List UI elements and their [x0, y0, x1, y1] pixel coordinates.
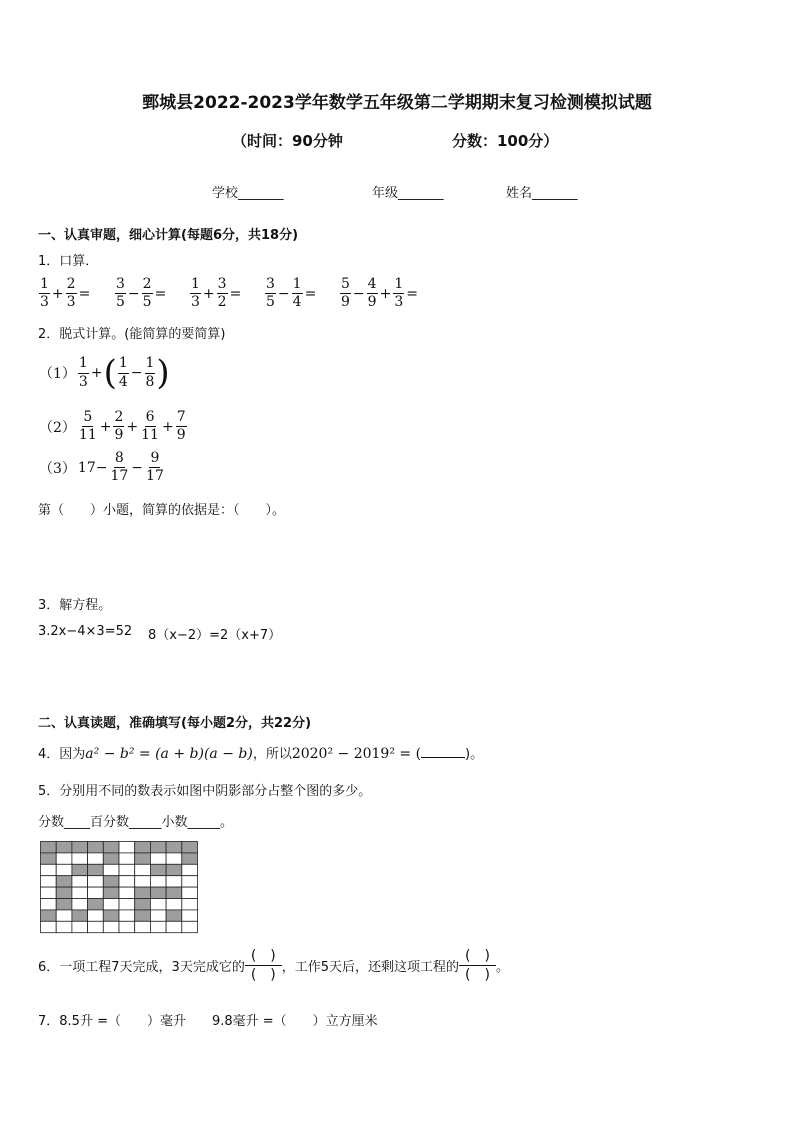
- grid-cell: [119, 853, 135, 864]
- q1-item-5: $\frac{5}{9}$ − $\frac{4}{9}$ + $\frac{1}{3}$ =: [341, 276, 418, 311]
- grid-cell: [103, 899, 119, 910]
- shaded-cell: [135, 842, 151, 853]
- shaded-cell: [88, 842, 104, 853]
- shaded-cell: [135, 910, 151, 921]
- shaded-cell: [135, 853, 151, 864]
- grid-cell: [103, 864, 119, 875]
- shaded-cell: [103, 853, 119, 864]
- grid-cell: [41, 899, 57, 910]
- shaded-cell: [72, 842, 88, 853]
- q5-fill: 分数____百分数_____小数_____。: [38, 815, 234, 830]
- grid-cell: [135, 864, 151, 875]
- shaded-cell: [182, 842, 198, 853]
- grid-cell: [150, 899, 166, 910]
- grid-cell: [166, 876, 182, 887]
- q2-label: 2．脱式计算。(能简算的要简算): [38, 327, 226, 342]
- grid-cell: [119, 842, 135, 853]
- shaded-cell: [166, 864, 182, 875]
- shaded-cell: [135, 899, 151, 910]
- shaded-cell: [103, 876, 119, 887]
- grid-cell: [72, 853, 88, 864]
- shaded-cell: [103, 887, 119, 898]
- q2-problem-1: （1） $\frac{1}{3}$ +( $\frac{1}{4}$ − $\frac{1}{8}$ ): [39, 353, 170, 393]
- q5-label: 5．分别用不同的数表示如图中阴影部分占整个图的多少。: [38, 784, 372, 799]
- q7: 7．8.5升 =（ ）毫升 9.8毫升 =（ ）立方厘米: [38, 1014, 378, 1029]
- shaded-cell: [41, 910, 57, 921]
- grid-cell: [88, 887, 104, 898]
- q3-label: 3．解方程。: [38, 598, 112, 613]
- q6: 6．一项工程7天完成，3天完成它的 ( ) ( ) ，工作5天后，还剩这项工程的 ( ) ( ) 。: [38, 948, 509, 984]
- grid-cell: [150, 853, 166, 864]
- section2-heading: 二、认真读题，准确填写(每小题2分，共22分): [38, 716, 312, 731]
- grid-cell: [150, 876, 166, 887]
- grid-cell: [72, 876, 88, 887]
- grid-cell: [56, 921, 72, 932]
- shaded-cell: [150, 887, 166, 898]
- grid-cell: [182, 899, 198, 910]
- school-field: 学校_______: [212, 186, 284, 201]
- shaded-cell: [166, 910, 182, 921]
- grid-cell: [182, 921, 198, 932]
- grid-cell: [72, 899, 88, 910]
- shaded-cell: [41, 853, 57, 864]
- grid-cell: [56, 864, 72, 875]
- exam-score: 分数：100分）: [452, 132, 559, 150]
- q1-item-4: $\frac{3}{5}$ − $\frac{1}{4}$ =: [266, 276, 317, 311]
- shaded-grid-figure: [40, 841, 200, 935]
- grid-cell: [119, 864, 135, 875]
- grid-cell: [150, 921, 166, 932]
- grid-cell: [150, 910, 166, 921]
- grid-cell: [119, 887, 135, 898]
- grid-cell: [182, 876, 198, 887]
- grid-cell: [41, 921, 57, 932]
- shaded-cell: [150, 842, 166, 853]
- grid-cell: [166, 899, 182, 910]
- grid-cell: [119, 899, 135, 910]
- shaded-cell: [182, 853, 198, 864]
- grid-cell: [88, 853, 104, 864]
- grid-cell: [72, 887, 88, 898]
- grid-cell: [182, 910, 198, 921]
- grade-field: 年级_______: [372, 186, 444, 201]
- shaded-cell: [88, 864, 104, 875]
- shaded-cell: [88, 899, 104, 910]
- q2-problem-2: （2） $\frac{5}{11}$ + $\frac{2}{9}$ + $\frac{6}{11}$ + $\frac{7}{9}$: [39, 409, 186, 444]
- grid-cell: [119, 921, 135, 932]
- shaded-cell: [103, 910, 119, 921]
- q3-equation-2: 8（x−2）=2（x+7）: [148, 628, 282, 643]
- q6-blank-fraction-1[interactable]: ( ) ( ): [245, 948, 282, 983]
- grid-cell: [41, 864, 57, 875]
- name-field: 姓名_______: [506, 186, 578, 201]
- q1-item-2: $\frac{3}{5}$ − $\frac{2}{5}$ =: [116, 276, 167, 311]
- grid-cell: [56, 910, 72, 921]
- shaded-cell: [56, 876, 72, 887]
- shaded-cell: [135, 887, 151, 898]
- shaded-cell: [72, 864, 88, 875]
- grid-cell: [88, 876, 104, 887]
- grid-cell: [88, 921, 104, 932]
- grid-cell: [41, 876, 57, 887]
- shaded-cell: [56, 887, 72, 898]
- section1-heading: 一、认真审题，细心计算(每题6分，共18分): [38, 228, 299, 243]
- q3-equation-1: 3.2x−4×3=52: [38, 624, 133, 639]
- grid-cell: [182, 887, 198, 898]
- grid-cell: [119, 910, 135, 921]
- grid-cell: [166, 853, 182, 864]
- page-title: 鄄城县2022-2023学年数学五年级第二学期期末复习检测模拟试题: [142, 93, 652, 113]
- q6-blank-fraction-2[interactable]: ( ) ( ): [459, 948, 496, 983]
- grid-cell: [56, 853, 72, 864]
- exam-time: （时间：90分钟: [232, 132, 343, 150]
- q1-label: 1．口算．: [38, 254, 99, 269]
- grid-cell: [41, 887, 57, 898]
- shaded-cell: [56, 842, 72, 853]
- shaded-cell: [166, 842, 182, 853]
- grid-cell: [166, 921, 182, 932]
- grid-cell: [135, 876, 151, 887]
- q4: 4．因为a² − b² = (a + b)(a − b)，所以2020² − 2019² = ( )。: [38, 746, 484, 762]
- shaded-cell: [56, 899, 72, 910]
- grid-cell: [135, 921, 151, 932]
- grid-cell: [103, 921, 119, 932]
- shaded-cell: [166, 887, 182, 898]
- grid-cell: [72, 921, 88, 932]
- q1-item-1: $\frac{1}{3}$ + $\frac{2}{3}$ =: [40, 276, 91, 311]
- grid-cell: [182, 864, 198, 875]
- shaded-cell: [72, 910, 88, 921]
- grid-cell: [119, 876, 135, 887]
- shaded-cell: [103, 842, 119, 853]
- grid-cell: [88, 910, 104, 921]
- q2-note: 第（ ）小题，简算的依据是：（ ）。: [38, 503, 286, 518]
- q2-problem-3: （3） 17− $\frac{8}{17}$ − $\frac{9}{17}$: [39, 450, 164, 485]
- q1-item-3: $\frac{1}{3}$ + $\frac{3}{2}$ =: [191, 276, 242, 311]
- shaded-cell: [150, 864, 166, 875]
- shaded-cell: [41, 842, 57, 853]
- q4-answer-blank[interactable]: [421, 745, 465, 758]
